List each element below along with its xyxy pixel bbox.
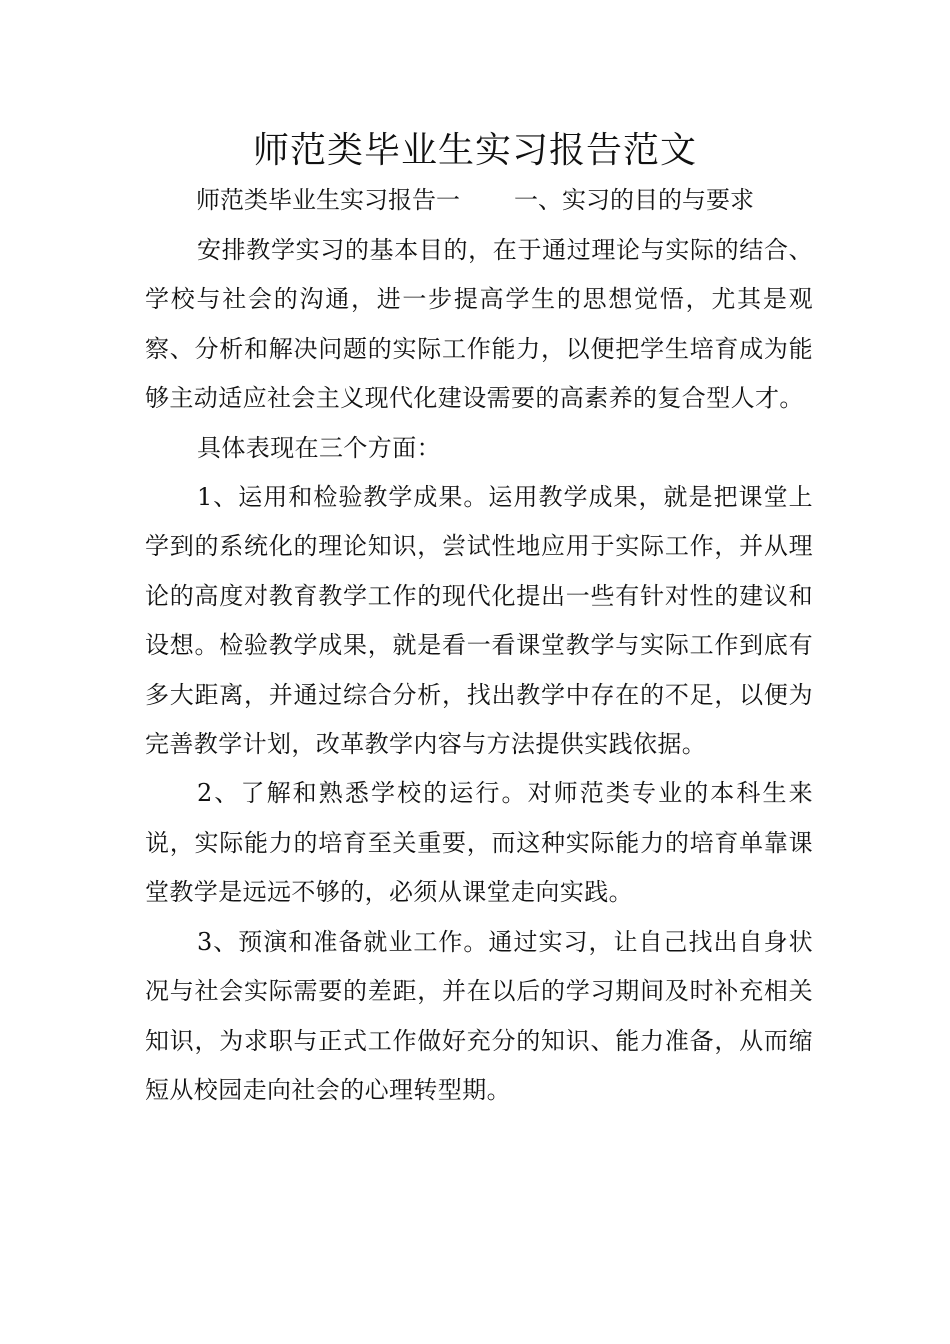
report-subtitle: 师范类毕业生实习报告一 — [196, 186, 460, 214]
document-body — [145, 226, 813, 1115]
report-subtitle-row — [196, 178, 816, 222]
paragraph-point-2: 2、了解和熟悉学校的运行。对师范类专业的本科生来说，实际能力的培育至关重要，而这种实际能力的培育单靠课堂教学是远远不够的，必须从课堂走向实践。 — [145, 779, 813, 907]
section-heading: 一、实习的目的与要求 — [514, 186, 754, 214]
paragraph-point-1: 1、运用和检验教学成果。运用教学成果，就是把课堂上学到的系统化的理论知识，尝试性地应用于实际工作，并从理论的高度对教育教学工作的现代化提出一些有针对性的建议和设想。检验教学成果，就是看一看课堂教学与实际工作到底有多大距离，并通过综合分析，找出教学中存在的不足，以便为完善教学计划，改革教学内容与方法提供实践依据。 — [145, 483, 813, 759]
paragraph-aspects-intro: 具体表现在三个方面： — [197, 433, 441, 462]
paragraph-purpose: 安排教学实习的基本目的，在于通过理论与实际的结合、学校与社会的沟通，进一步提高学生的思想觉悟，尤其是观察、分析和解决问题的实际工作能力，以便把学生培育成为能够主动适应社会主义现代化建设需要的高素养的复合型人才。 — [145, 236, 813, 413]
document-title: 师范类毕业生实习报告范文 — [252, 130, 697, 171]
paragraph-point-3: 3、预演和准备就业工作。通过实习，让自己找出自身状况与社会实际需要的差距，并在以后的学习期间及时补充相关知识，为求职与正式工作做好充分的知识、能力准备，从而缩短从校园走向社会的心理转型期。 — [145, 927, 813, 1104]
